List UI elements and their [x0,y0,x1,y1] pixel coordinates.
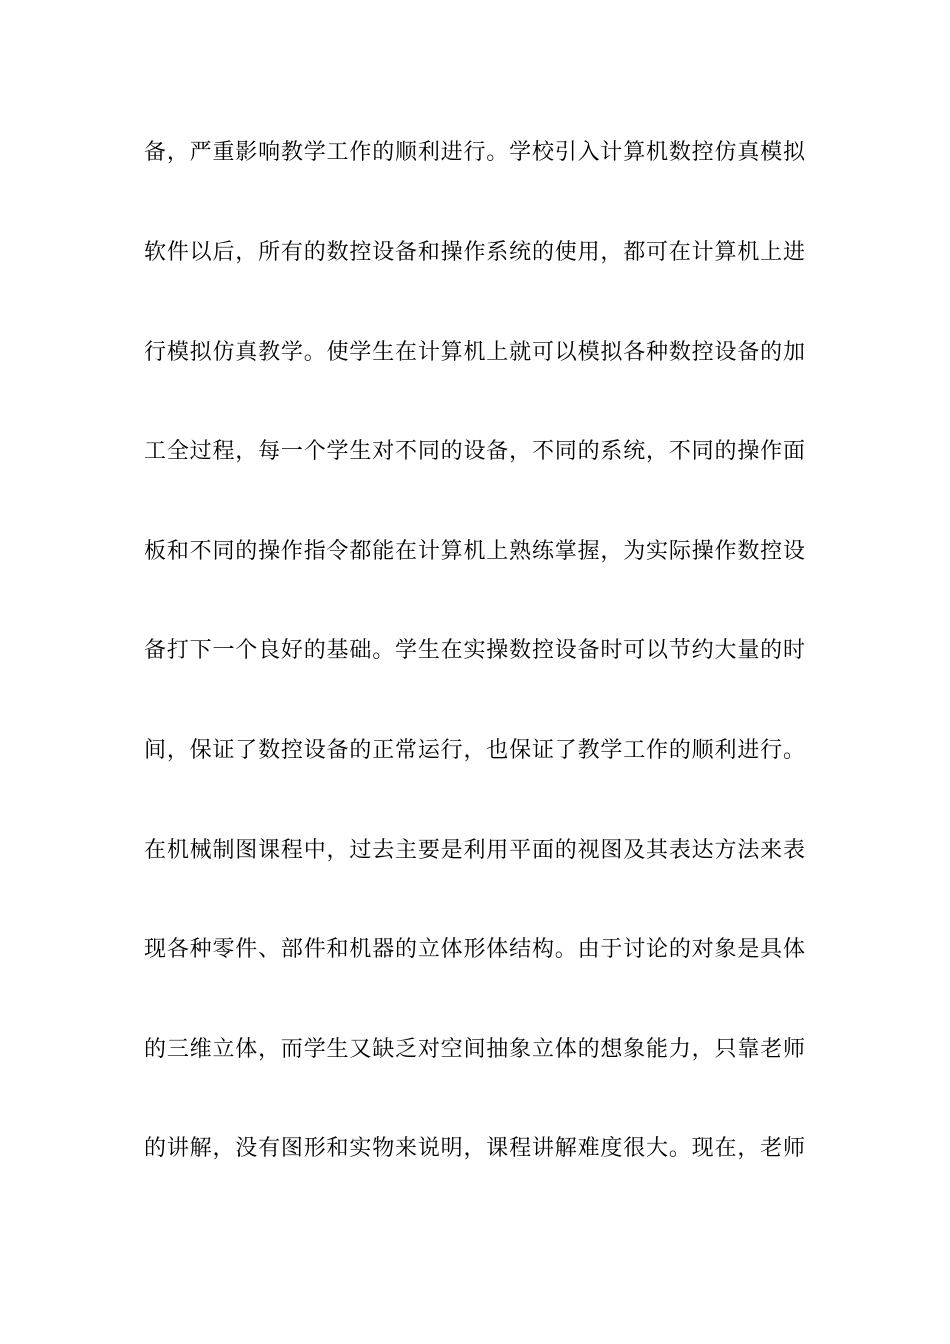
text-line: 软件以后，所有的数控设备和操作系统的使用，都可在计算机上进 [144,240,806,265]
text-line: 备，严重影响教学工作的顺利进行。学校引入计算机数控仿真模拟 [144,140,806,165]
text-line: 现各种零件、部件和机器的立体形体结构。由于讨论的对象是具体 [144,937,806,962]
text-line: 板和不同的操作指令都能在计算机上熟练掌握，为实际操作数控设 [144,539,806,564]
text-line: 的讲解，没有图形和实物来说明，课程讲解难度很大。现在，老师 [144,1136,806,1161]
text-line: 的三维立体，而学生又缺乏对空间抽象立体的想象能力，只靠老师 [144,1037,806,1062]
text-line: 备打下一个良好的基础。学生在实操数控设备时可以节约大量的时 [144,638,806,663]
text-line: 行模拟仿真教学。使学生在计算机上就可以模拟各种数控设备的加 [144,340,806,365]
text-line: 工全过程，每一个学生对不同的设备，不同的系统，不同的操作面 [144,439,806,464]
text-line: 在机械制图课程中，过去主要是利用平面的视图及其表达方法来表 [144,838,806,863]
text-line: 间，保证了数控设备的正常运行，也保证了教学工作的顺利进行。 [144,738,806,763]
